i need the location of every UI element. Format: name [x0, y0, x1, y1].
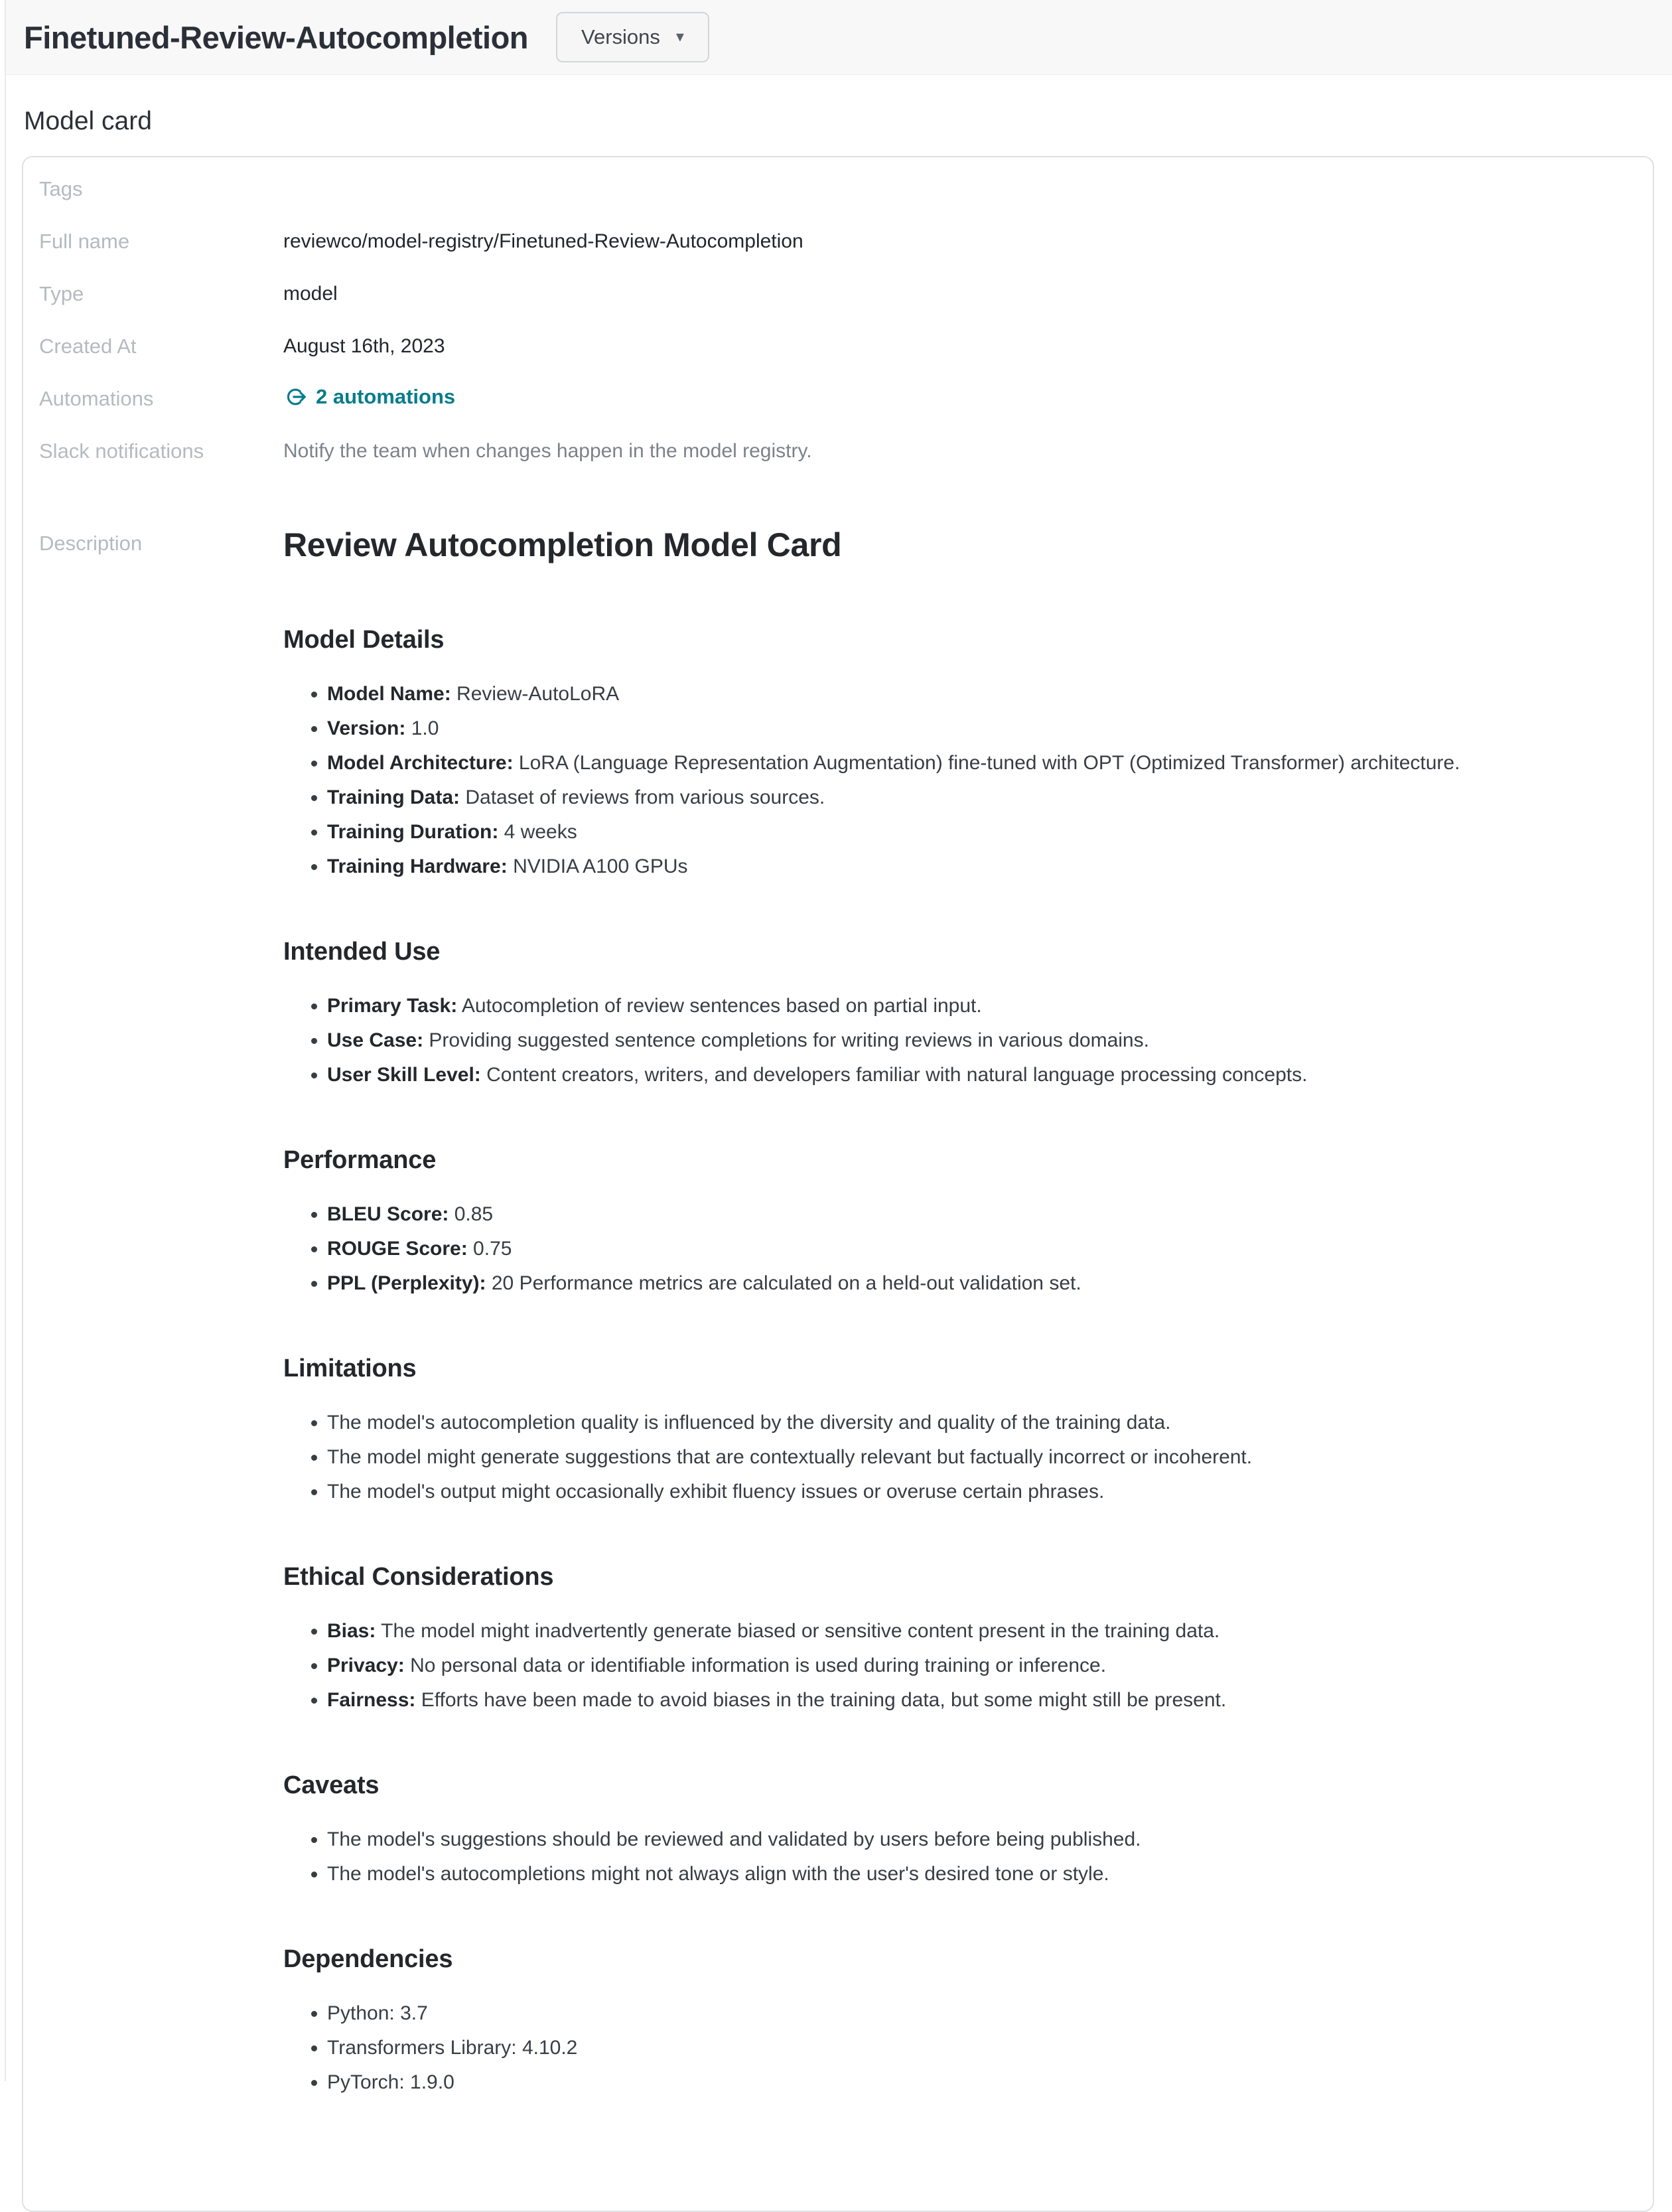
list-item-text: 4 weeks — [498, 821, 577, 843]
versions-button-label: Versions — [581, 25, 660, 48]
left-rail-divider — [5, 0, 6, 2081]
list-item-text: Autocompletion of review sentences based on partial input. — [457, 995, 982, 1017]
description-heading: Review Autocompletion Model Card — [283, 526, 842, 563]
field-value-cell — [283, 335, 1626, 358]
list-item-text: 0.75 — [467, 1238, 512, 1260]
list-item — [327, 2035, 1626, 2060]
field-row — [39, 425, 1626, 477]
list-item-term: ROUGE Score: — [327, 1238, 468, 1260]
list-item — [327, 2001, 1626, 2026]
section-heading: Model Details — [283, 626, 445, 654]
list-item-text: The model's autocompletions might not always align with the user's desired tone or style. — [327, 1863, 1109, 1885]
list-item-text: Dataset of reviews from various sources. — [460, 786, 825, 808]
list-item — [327, 1619, 1626, 1643]
section-list — [283, 1619, 1626, 1712]
list-item-term: Model Architecture: — [327, 752, 514, 774]
section-list — [283, 2001, 1626, 2095]
list-item-text: LoRA (Language Representation Augmentation) fine-tuned with OPT (Optimized Transformer) architecture. — [513, 752, 1460, 774]
field-label-description: Description — [39, 532, 143, 555]
list-item-term: Version: — [327, 717, 406, 739]
list-item — [327, 1445, 1626, 1469]
page-title: Finetuned-Review-Autocompletion — [24, 19, 528, 55]
list-item — [327, 785, 1626, 810]
list-item — [327, 751, 1626, 775]
field-value: August 16th, 2023 — [283, 334, 445, 357]
section-heading: Performance — [283, 1146, 437, 1174]
list-item-text: Python: 3.7 — [327, 2002, 428, 2024]
field-label: Tags — [39, 177, 83, 200]
list-item-text: NVIDIA A100 GPUs — [507, 855, 688, 877]
list-item — [327, 1271, 1626, 1295]
section-heading: Dependencies — [283, 1945, 453, 1973]
list-item — [327, 1410, 1626, 1435]
field-value: reviewco/model-registry/Finetuned-Review-Autocompletion — [283, 230, 803, 252]
list-item — [327, 1479, 1626, 1504]
field-label: Type — [39, 281, 84, 305]
section-list — [283, 1827, 1626, 1886]
list-item — [327, 1688, 1626, 1712]
list-item — [327, 820, 1626, 844]
field-value-cell — [283, 283, 1626, 305]
description-row — [39, 524, 1626, 2104]
section-list — [283, 1202, 1626, 1295]
list-item-term: Use Case: — [327, 1029, 424, 1051]
list-item-text: No personal data or identifiable information is used during training or inference. — [404, 1655, 1107, 1676]
list-item-term: Training Hardware: — [327, 855, 508, 877]
description-content — [283, 524, 1626, 2104]
field-value-cell — [283, 440, 1626, 463]
list-item-term: BLEU Score: — [327, 1203, 449, 1225]
field-row — [39, 163, 1626, 215]
list-item-term: PPL (Perplexity): — [327, 1272, 486, 1294]
section-heading: Ethical Considerations — [283, 1563, 554, 1591]
list-item-term: User Skill Level: — [327, 1064, 481, 1086]
automations-link-label: 2 automations — [316, 385, 456, 408]
list-item-text: The model might inadvertently generate biased or sensitive content present in the training data. — [376, 1620, 1220, 1642]
list-item — [327, 1063, 1626, 1087]
list-item-text: PyTorch: 1.9.0 — [327, 2071, 454, 2093]
list-item — [327, 1862, 1626, 1886]
list-item-term: Training Data: — [327, 786, 460, 808]
app-header — [6, 0, 1672, 75]
list-item-term: Model Name: — [327, 683, 451, 705]
list-item-text: The model might generate suggestions that are contextually relevant but factually incorrect or incoherent. — [327, 1446, 1253, 1468]
section-heading: Limitations — [283, 1355, 417, 1382]
field-row — [39, 320, 1626, 372]
section-list — [283, 682, 1626, 879]
list-item-text: The model's autocompletion quality is influenced by the diversity and quality of the training data. — [327, 1412, 1171, 1434]
field-value-cell — [283, 230, 1626, 253]
list-item-text: Transformers Library: 4.10.2 — [327, 2037, 578, 2059]
list-item-text: Content creators, writers, and developers familiar with natural language processing concepts. — [480, 1064, 1308, 1086]
field-label: Full name — [39, 229, 130, 253]
list-item-text: Efforts have been made to avoid biases in the training data, but some might still be present. — [415, 1689, 1227, 1711]
section-list — [283, 1410, 1626, 1504]
field-row — [39, 267, 1626, 320]
list-item — [327, 854, 1626, 879]
list-item-text: 1.0 — [405, 717, 439, 739]
section-heading: Caveats — [283, 1771, 380, 1799]
field-label: Automations — [39, 386, 154, 410]
field-value: Notify the team when changes happen in the model registry. — [283, 439, 812, 462]
model-card-panel — [22, 156, 1654, 2212]
list-item-term: Training Duration: — [327, 821, 499, 843]
list-item-text: Providing suggested sentence completions for writing reviews in various domains. — [423, 1029, 1149, 1051]
model-card-section-title: Model card — [24, 107, 152, 135]
list-item — [327, 1236, 1626, 1261]
list-item — [327, 2070, 1626, 2095]
list-item-text: Review-AutoLoRA — [451, 683, 620, 705]
field-value: model — [283, 282, 338, 305]
list-item — [327, 716, 1626, 741]
field-value-cell — [283, 385, 1626, 412]
list-item-text: 0.85 — [449, 1203, 494, 1225]
section-heading: Intended Use — [283, 938, 441, 966]
field-label: Slack notifications — [39, 439, 204, 463]
list-item — [327, 682, 1626, 706]
section-list — [283, 994, 1626, 1087]
list-item — [327, 1827, 1626, 1852]
list-item — [327, 1202, 1626, 1226]
fields — [39, 163, 1626, 477]
list-item-text: The model's output might occasionally exhibit fluency issues or overuse certain phrases. — [327, 1481, 1105, 1503]
list-item-term: Primary Task: — [327, 995, 458, 1017]
list-item — [327, 1653, 1626, 1678]
list-item — [327, 994, 1626, 1018]
automation-icon — [283, 385, 307, 409]
field-row — [39, 372, 1626, 425]
list-item-term: Privacy: — [327, 1655, 405, 1676]
versions-button[interactable] — [556, 12, 709, 62]
main-area — [6, 75, 1672, 2093]
automations-link[interactable] — [283, 385, 455, 409]
list-item-term: Bias: — [327, 1620, 376, 1642]
list-item-term: Fairness: — [327, 1689, 416, 1711]
list-item-text: 20 Performance metrics are calculated on a held-out validation set. — [486, 1272, 1081, 1294]
field-label: Created At — [39, 334, 137, 358]
chevron-down-icon: ▾ — [675, 28, 684, 46]
list-item-text: The model's suggestions should be reviewed and validated by users before being published. — [327, 1828, 1141, 1850]
field-row — [39, 215, 1626, 267]
list-item — [327, 1028, 1626, 1053]
